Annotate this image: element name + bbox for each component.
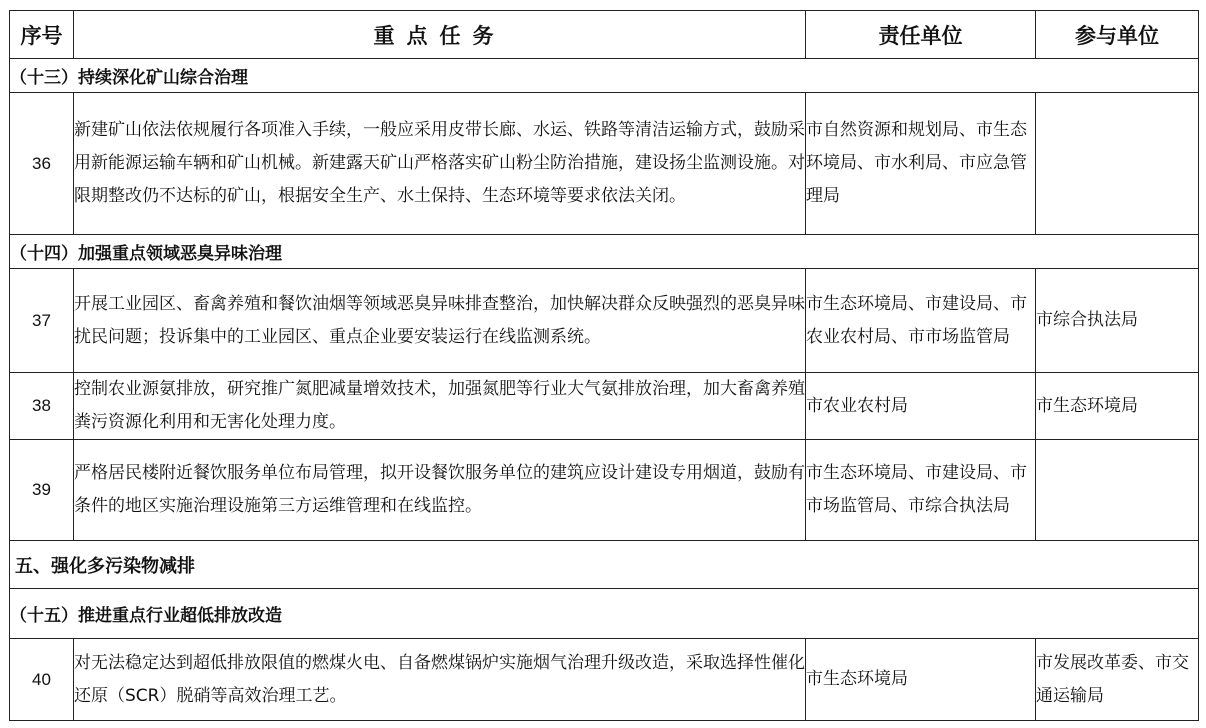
section-row xyxy=(10,235,1199,269)
major-section-row xyxy=(10,541,1199,589)
row-responsible: 市自然资源和规划局、市生态环境局、市水利局、市应急管理局 xyxy=(806,93,1036,235)
section-title: （十三）持续深化矿山综合治理 xyxy=(10,59,1199,93)
table-row xyxy=(10,269,1199,373)
row-task: 对无法稳定达到超低排放限值的燃煤火电、自备燃煤锅炉实施烟气治理升级改造，采取选择性催化还原（SCR）脱硝等高效治理工艺。 xyxy=(74,639,806,721)
row-participating: 市综合执法局 xyxy=(1036,269,1199,373)
row-task: 新建矿山依法依规履行各项准入手续，一般应采用皮带长廊、水运、铁路等清洁运输方式，鼓励采用新能源运输车辆和矿山机械。新建露天矿山严格落实矿山粉尘防治措施，建设扬尘监测设施。对限期整改仍不达标的矿山，根据安全生产、水土保持、生态环境等要求依法关闭。 xyxy=(74,93,806,235)
section-title: （十五）推进重点行业超低排放改造 xyxy=(10,589,1199,639)
row-num: 36 xyxy=(10,93,74,235)
row-responsible: 市生态环境局、市建设局、市市场监管局、市综合执法局 xyxy=(806,440,1036,541)
section-row xyxy=(10,59,1199,93)
row-num: 40 xyxy=(10,639,74,721)
major-section-title: 五、强化多污染物减排 xyxy=(10,541,1199,589)
row-task: 控制农业源氨排放，研究推广氮肥减量增效技术，加强氮肥等行业大气氨排放治理，加大畜禽养殖粪污资源化利用和无害化处理力度。 xyxy=(74,373,806,440)
header-row xyxy=(10,11,1199,59)
row-participating: 市生态环境局 xyxy=(1036,373,1199,440)
section-row xyxy=(10,589,1199,639)
row-responsible: 市生态环境局、市建设局、市农业农村局、市市场监管局 xyxy=(806,269,1036,373)
row-num: 37 xyxy=(10,269,74,373)
row-num: 38 xyxy=(10,373,74,440)
header-participating: 参与单位 xyxy=(1036,11,1199,59)
header-num: 序号 xyxy=(10,11,74,59)
row-num: 39 xyxy=(10,440,74,541)
row-task: 严格居民楼附近餐饮服务单位布局管理，拟开设餐饮服务单位的建筑应设计建设专用烟道，鼓励有条件的地区实施治理设施第三方运维管理和在线监控。 xyxy=(74,440,806,541)
row-participating xyxy=(1036,93,1199,235)
table-row xyxy=(10,639,1199,721)
row-responsible: 市农业农村局 xyxy=(806,373,1036,440)
table-row xyxy=(10,440,1199,541)
row-task: 开展工业园区、畜禽养殖和餐饮油烟等领域恶臭异味排查整治，加快解决群众反映强烈的恶臭异味扰民问题；投诉集中的工业园区、重点企业要安装运行在线监测系统。 xyxy=(74,269,806,373)
task-table xyxy=(9,10,1199,721)
header-task: 重点任务 xyxy=(74,11,806,59)
section-title: （十四）加强重点领域恶臭异味治理 xyxy=(10,235,1199,269)
table-row xyxy=(10,373,1199,440)
row-participating xyxy=(1036,440,1199,541)
header-responsible: 责任单位 xyxy=(806,11,1036,59)
table-row xyxy=(10,93,1199,235)
row-responsible: 市生态环境局 xyxy=(806,639,1036,721)
row-participating: 市发展改革委、市交通运输局 xyxy=(1036,639,1199,721)
